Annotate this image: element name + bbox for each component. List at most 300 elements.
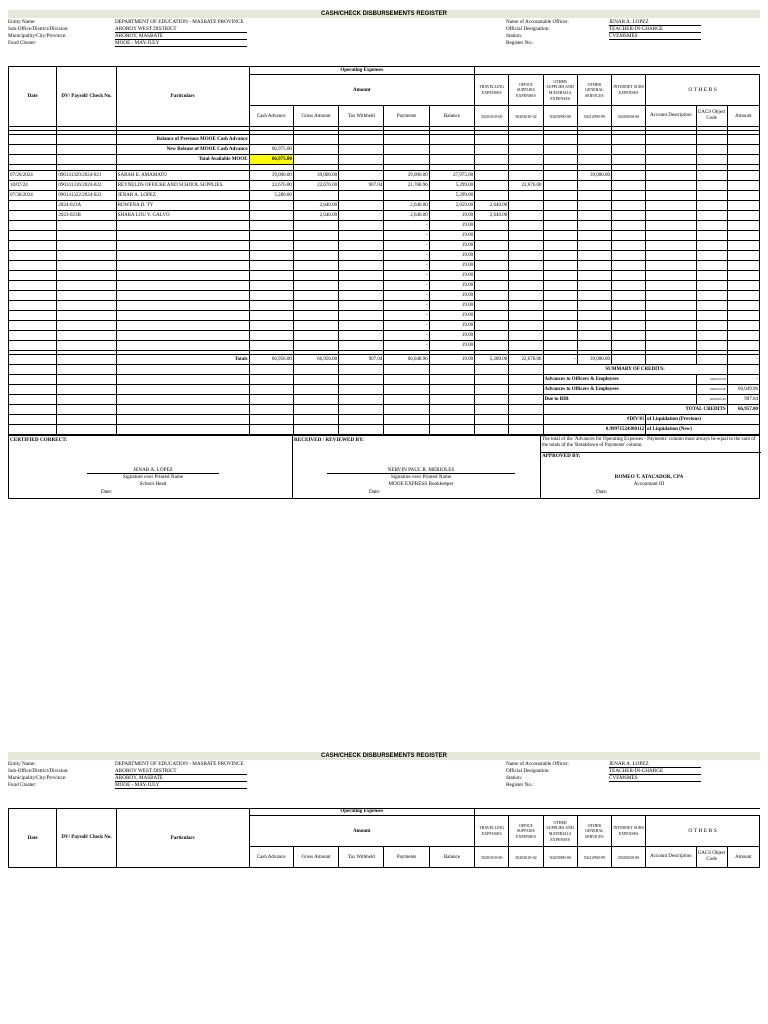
table-cell	[116, 341, 249, 351]
row-dv: 2024-023A	[57, 201, 116, 211]
totals-office: 22,676.00	[509, 355, 543, 365]
col-header-operating-expenses: Operating Expenses	[249, 67, 475, 75]
header-spacer	[475, 67, 760, 75]
table-cell	[611, 301, 645, 311]
ledger-table	[8, 66, 760, 435]
row-balance: 19.00	[429, 241, 474, 251]
table-cell	[57, 135, 116, 145]
table-cell	[116, 385, 249, 395]
table-cell	[249, 331, 293, 341]
row-balance: 19.00	[429, 251, 474, 261]
row-gross: 22,676.00	[293, 181, 338, 191]
table-cell	[509, 281, 543, 291]
row-dv: 090141322/2024-023	[57, 191, 116, 201]
table-row	[9, 365, 760, 375]
underline	[115, 46, 247, 47]
table-cell	[249, 231, 293, 241]
table-cell	[543, 241, 577, 251]
table-cell	[9, 425, 57, 435]
col-header-travelling: TRAVELLING EXPENSES	[475, 816, 509, 847]
register-title: CASH/CHECK DISBURSEMENTS REGISTER	[8, 10, 760, 18]
info-labels-left	[8, 19, 118, 47]
row-gross	[293, 191, 338, 201]
row-tax: 907.04	[339, 181, 384, 191]
table-cell	[543, 341, 577, 351]
sig3-date-label: Date:	[596, 489, 608, 495]
table-cell	[577, 155, 611, 165]
col-header-office-supplies: OFFICE SUPPLIES EXPENSES	[509, 75, 543, 106]
row-cash-advance: 5,280.00	[249, 191, 293, 201]
row-cash-advance	[249, 211, 293, 221]
table-cell	[509, 145, 543, 155]
table-cell	[57, 405, 116, 415]
table-cell	[9, 301, 57, 311]
table-cell	[384, 155, 429, 165]
table-cell	[543, 145, 577, 155]
row-payments: -	[384, 321, 429, 331]
row-balance: 19.00	[429, 331, 474, 341]
table-cell	[9, 365, 57, 375]
table-cell	[509, 311, 543, 321]
table-cell	[9, 155, 57, 165]
entity-name-value: DEPARTMENT OF EDUCATION - MASBATE PROVINCE	[115, 19, 244, 25]
table-cell	[611, 155, 645, 165]
table-cell	[509, 301, 543, 311]
table-cell	[339, 375, 384, 385]
table-cell	[611, 271, 645, 281]
table-cell	[57, 321, 116, 331]
table-cell	[293, 155, 338, 165]
table-cell	[116, 321, 249, 331]
table-cell	[475, 231, 509, 241]
table-cell	[509, 415, 543, 425]
row-payments: -	[384, 341, 429, 351]
table-cell	[57, 301, 116, 311]
table-cell	[696, 211, 727, 221]
table-cell	[509, 261, 543, 271]
table-cell	[577, 261, 611, 271]
sig2-name: NERVIN PAUL R. MERIOLES	[327, 467, 515, 474]
new-release-value: 66,975.00	[249, 145, 293, 155]
row-internet	[611, 211, 645, 221]
table-cell	[339, 425, 384, 435]
col-header-other-supplies: OTHER SUPPLIES AND MATERIALS EXPENSES	[543, 75, 577, 106]
sig1-date-label: Date:	[101, 489, 113, 495]
table-cell	[9, 291, 57, 301]
table-cell	[339, 385, 384, 395]
col-header-particulars: Particulars	[116, 809, 249, 868]
table-cell	[9, 221, 57, 231]
row-particulars: SHARA LOU V. GALVO	[116, 211, 249, 221]
table-cell	[727, 291, 759, 301]
table-cell	[249, 271, 293, 281]
row-balance: 19.00	[429, 271, 474, 281]
row-general	[577, 201, 611, 211]
row-balance: 5,299.00	[429, 181, 474, 191]
row-balance: 19.00	[429, 291, 474, 301]
table-cell	[611, 341, 645, 351]
row-general: 39,000.00	[577, 171, 611, 181]
table-cell	[249, 221, 293, 231]
table-cell	[116, 405, 249, 415]
table-cell	[57, 155, 116, 165]
totals-balance: 19.00	[429, 355, 474, 365]
table-cell	[57, 281, 116, 291]
credit-adv2-amount: 66,049.96	[727, 385, 759, 395]
table-cell	[696, 281, 727, 291]
table-cell	[646, 155, 696, 165]
register-label: Register No.:	[506, 40, 534, 46]
col-header-others: O T H E R S	[646, 816, 760, 847]
table-cell	[293, 385, 338, 395]
table-cell	[727, 321, 759, 331]
row-general	[577, 181, 611, 191]
table-cell	[249, 261, 293, 271]
table-cell	[509, 341, 543, 351]
underline	[609, 781, 701, 782]
table-cell	[611, 311, 645, 321]
table-cell	[9, 405, 57, 415]
table-cell	[577, 241, 611, 251]
table-cell	[646, 301, 696, 311]
row-balance: 19.00	[429, 281, 474, 291]
row-balance: 2,659.00	[429, 201, 474, 211]
row-tax	[339, 191, 384, 201]
col-header-travelling: TRAVELLING EXPENSES	[475, 75, 509, 106]
table-cell	[249, 365, 293, 375]
underline	[115, 781, 247, 782]
table-cell	[475, 301, 509, 311]
col-header-uacs: UACS Object Code	[696, 106, 727, 127]
table-cell	[646, 311, 696, 321]
table-cell	[339, 331, 384, 341]
underline	[609, 767, 701, 768]
table-cell	[696, 135, 727, 145]
table-cell	[611, 251, 645, 261]
col-header-cash-advance: Cash Advance	[249, 106, 293, 127]
total-available-label: Total Available MOOE	[116, 155, 249, 165]
table-cell	[543, 321, 577, 331]
table-row	[9, 221, 760, 231]
table-cell	[577, 301, 611, 311]
row-travelling	[475, 191, 509, 201]
fund-cluster-value: MOOE - MAY-JULY	[115, 782, 160, 788]
row-dv: 090141316/2024-022	[57, 181, 116, 191]
table-cell	[249, 321, 293, 331]
designation-value: TEACHER-IN-CHARGE	[609, 26, 664, 32]
table-row	[9, 261, 760, 271]
col-header-internet: INTERNET SUBS EXPENSES	[611, 816, 645, 847]
table-cell	[339, 405, 384, 415]
table-cell	[543, 311, 577, 321]
underline	[115, 32, 247, 33]
col-header-others-amount: Amount	[727, 106, 759, 127]
row-payments: -	[384, 251, 429, 261]
table-cell	[339, 261, 384, 271]
table-cell	[611, 231, 645, 241]
table-row	[9, 155, 760, 165]
table-cell	[696, 221, 727, 231]
table-cell	[577, 135, 611, 145]
table-row	[9, 375, 760, 385]
row-balance: 19.00	[429, 221, 474, 231]
table-row	[9, 405, 760, 415]
info-labels-left	[8, 761, 118, 789]
table-cell	[384, 135, 429, 145]
sig3-name: ROMEO T. ATACADOR, CPA	[614, 474, 684, 480]
table-cell	[57, 341, 116, 351]
table-cell	[116, 415, 249, 425]
col-header-account-description: Account Description	[646, 847, 696, 868]
table-cell	[543, 281, 577, 291]
table-cell	[646, 241, 696, 251]
table-cell	[543, 291, 577, 301]
col-header-others-amount: Amount	[727, 847, 759, 868]
row-payments: -	[384, 231, 429, 241]
table-cell	[293, 405, 338, 415]
sig2-caption: Signature over Printed Name	[390, 474, 452, 480]
row-date: 07/30/2024	[9, 191, 57, 201]
info-values-left	[115, 19, 255, 47]
table-cell	[577, 145, 611, 155]
table-cell	[696, 311, 727, 321]
col-header-date: Date	[9, 67, 57, 127]
table-cell	[646, 171, 696, 181]
table-cell	[727, 221, 759, 231]
table-cell	[646, 181, 696, 191]
table-cell	[509, 231, 543, 241]
table-cell	[696, 155, 727, 165]
row-balance: 19.00	[429, 261, 474, 271]
row-payments: 2,640.00	[384, 201, 429, 211]
table-cell	[509, 331, 543, 341]
table-cell	[475, 135, 509, 145]
table-cell	[339, 321, 384, 331]
received-label: RECEIVED / REVIEWED BY:	[294, 437, 364, 443]
totals-tax: 907.04	[339, 355, 384, 365]
col-header-particulars: Particulars	[116, 67, 249, 127]
table-cell	[475, 145, 509, 155]
table-cell	[475, 341, 509, 351]
register-value	[609, 40, 709, 47]
table-row	[9, 271, 760, 281]
table-cell	[696, 261, 727, 271]
table-cell	[577, 271, 611, 281]
col-header-account-description: Account Description	[646, 106, 696, 127]
table-cell	[509, 405, 543, 415]
entity-name-value: DEPARTMENT OF EDUCATION - MASBATE PROVINCE	[115, 761, 244, 767]
row-payments: -	[384, 331, 429, 341]
table-cell	[57, 271, 116, 281]
table-cell	[727, 171, 759, 181]
table-cell	[509, 241, 543, 251]
table-row	[9, 251, 760, 261]
table-cell	[727, 251, 759, 261]
fund-cluster-label: Fund Cluster:	[8, 40, 37, 46]
row-internet	[611, 201, 645, 211]
table-cell	[577, 281, 611, 291]
table-cell	[646, 355, 696, 365]
totals-other-supplies: -	[543, 355, 577, 365]
totals-general: 39,000.00	[577, 355, 611, 365]
entity-name-label: Entity Name:	[8, 761, 36, 767]
table-row	[9, 281, 760, 291]
table-row	[9, 211, 760, 221]
table-cell	[339, 291, 384, 301]
table-cell	[339, 341, 384, 351]
table-row	[9, 321, 760, 331]
table-cell	[9, 321, 57, 331]
row-gross: 39,000.00	[293, 171, 338, 181]
underline	[115, 39, 247, 40]
credit-adv2-label: Advances to Officers & Employees	[543, 385, 696, 395]
table-cell	[727, 191, 759, 201]
row-balance: 19.00	[429, 341, 474, 351]
table-cell	[646, 321, 696, 331]
table-cell	[9, 261, 57, 271]
col-header-amount: Amount	[249, 816, 475, 847]
col-header-tax-withheld: Tax Withheld	[339, 847, 384, 868]
footer-note: The total of the 'Advances for Operating Expenses - Payments' column must always be equal to the sum of the totals of the 'Breakdown of Payments' column.	[542, 437, 756, 448]
row-tax	[339, 171, 384, 181]
table-cell	[57, 415, 116, 425]
col-header-code-travelling: 50201010-00	[475, 847, 509, 868]
totals-label: Totals	[116, 355, 249, 365]
station-value: CVEMSMES	[609, 33, 638, 39]
table-cell	[611, 331, 645, 341]
table-cell	[696, 231, 727, 241]
col-header-code-other-supplies: 50203990-00	[543, 847, 577, 868]
row-office	[509, 171, 543, 181]
table-cell	[57, 231, 116, 241]
table-cell	[249, 405, 293, 415]
table-cell	[611, 291, 645, 301]
col-header-other-general: OTHER GENERAL SERVICES	[577, 816, 611, 847]
table-cell	[696, 171, 727, 181]
table-cell	[9, 355, 57, 365]
col-header-tax-withheld: Tax Withheld	[339, 106, 384, 127]
table-cell	[727, 301, 759, 311]
table-cell	[543, 301, 577, 311]
table-cell	[696, 191, 727, 201]
credits-title: SUMMARY OF CREDITS:	[543, 365, 727, 375]
table-cell	[116, 241, 249, 251]
table-cell	[509, 365, 543, 375]
table-cell	[727, 311, 759, 321]
row-balance: 19.00	[429, 311, 474, 321]
table-cell	[249, 311, 293, 321]
row-internet	[611, 171, 645, 181]
totals-travelling: 5,280.00	[475, 355, 509, 365]
row-office: 22,676.00	[509, 181, 543, 191]
row-dv: 090141320/2024-021	[57, 171, 116, 181]
station-label: Station:	[506, 775, 523, 781]
table-cell	[696, 321, 727, 331]
table-cell	[116, 261, 249, 271]
table-cell	[646, 251, 696, 261]
col-header-other-general: OTHER GENERAL SERVICES	[577, 75, 611, 106]
table-cell	[475, 395, 509, 405]
table-cell	[577, 251, 611, 261]
table-cell	[116, 231, 249, 241]
table-cell	[577, 341, 611, 351]
table-cell	[509, 271, 543, 281]
table-cell	[384, 395, 429, 405]
table-cell	[9, 145, 57, 155]
table-cell	[475, 405, 509, 415]
table-cell	[696, 201, 727, 211]
table-cell	[509, 375, 543, 385]
table-cell	[339, 311, 384, 321]
table-cell	[384, 365, 429, 375]
municipality-value: AROROY, MASBATE	[115, 775, 164, 781]
table-cell	[249, 135, 293, 145]
ledger-body	[9, 127, 760, 435]
table-cell	[475, 291, 509, 301]
table-cell	[475, 385, 509, 395]
table-cell	[293, 321, 338, 331]
table-cell	[646, 145, 696, 155]
table-cell	[116, 291, 249, 301]
table-cell	[543, 251, 577, 261]
table-cell	[429, 365, 474, 375]
table-row	[9, 291, 760, 301]
table-cell	[9, 341, 57, 351]
col-header-code-office: 50203010-02	[509, 847, 543, 868]
table-cell	[727, 135, 759, 145]
sub-office-value: AROROY WEST DISTRICT	[115, 768, 177, 774]
col-header-cash-advance: Cash Advance	[249, 847, 293, 868]
row-gross: 2,640.00	[293, 211, 338, 221]
table-cell	[509, 395, 543, 405]
table-cell	[293, 271, 338, 281]
table-cell	[543, 231, 577, 241]
table-cell	[9, 385, 57, 395]
table-row	[9, 355, 760, 365]
table-cell	[9, 251, 57, 261]
table-cell	[339, 155, 384, 165]
info-labels-right	[506, 19, 606, 47]
table-cell	[727, 211, 759, 221]
col-header-code-office: 50203010-02	[509, 106, 543, 127]
row-other-supplies	[543, 171, 577, 181]
table-cell	[293, 291, 338, 301]
table-cell	[9, 231, 57, 241]
table-cell	[429, 155, 474, 165]
table-cell	[696, 241, 727, 251]
row-date: 07/26/2024	[9, 171, 57, 181]
table-cell	[293, 281, 338, 291]
sub-office-label: Sub-Office/District/Division:	[8, 26, 69, 32]
table-cell	[249, 291, 293, 301]
table-cell	[696, 355, 727, 365]
col-header-date: Date	[9, 809, 57, 868]
table-cell	[646, 331, 696, 341]
sig2-role: MOOE EXPRESS Bookkeeper	[388, 481, 454, 487]
info-labels-right	[506, 761, 606, 789]
col-header-dv: DV/ Payroll/ Check No.	[57, 809, 116, 868]
col-header-code-travelling: 50201010-00	[475, 106, 509, 127]
credit-adv2-code: 19901010-00	[696, 385, 727, 395]
divider	[540, 436, 541, 498]
table-cell	[646, 261, 696, 271]
table-row	[9, 425, 760, 435]
table-cell	[611, 145, 645, 155]
table-cell	[116, 281, 249, 291]
table-cell	[577, 221, 611, 231]
row-travelling: 2,640.00	[475, 211, 509, 221]
table-cell	[339, 231, 384, 241]
